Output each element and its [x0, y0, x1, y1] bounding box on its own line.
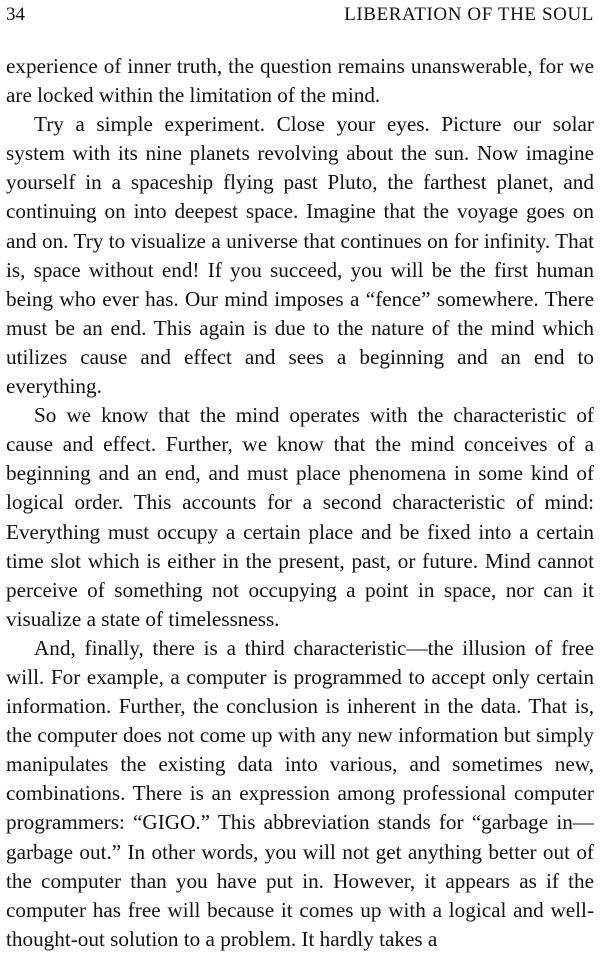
- running-title: LIBERATION OF THE SOUL: [344, 4, 594, 25]
- paragraph-free-will: And, finally, there is a third characteristic—the illusion of free will. For example, a computer is programmed to accept only certain information. Further, the conclusion is inherent in the data. That is, the computer does not come up with any new information but simply manipulates the existing data into various, and sometimes new, combinations. There is an expression among professional computer programmers: “GIGO.” This abbreviation stands for “garbage in—garbage out.” In other words, you will not get anything better out of the computer than you have put in. However, it appears as if the computer has free will because it comes up with a logical and well-thought-out solution to a problem. It hardly takes a: [6, 635, 594, 951]
- running-head: [6, 0, 594, 30]
- paragraph-cause-and-effect: So we know that the mind operates with the characteristic of cause and effect. Further, we know that the mind conceives of a beginning and an end, and must place phenomena in some kind of logical order. This accounts for a second characteristic of mind: Everything must occupy a certain place and be fixed into a certain time slot which is either in the present, past, or future. Mind cannot perceive of something not occupying a point in space, nor can it visualize a state of timelessness.: [6, 403, 594, 631]
- body-text: [6, 52, 594, 954]
- paragraph-continued: experience of inner truth, the question remains unanswerable, for we are locked within the limitation of the mind.: [6, 54, 594, 108]
- page-number: 34: [6, 4, 25, 25]
- book-page: [6, 0, 594, 967]
- paragraph-experiment: Try a simple experiment. Close your eyes. Picture our solar system with its nine planets revolving about the sun. Now imagine yourself in a spaceship flying past Pluto, the farthest planet, and continuing on into deepest space. Imagine that the voyage goes on and on. Try to visualize a universe that continues on for infinity. That is, space without end! If you succeed, you will be the first human being who ever has. Our mind imposes a “fence” somewhere. There must be an end. This again is due to the nature of the mind which utilizes cause and effect and sees a beginning and an end to everything.: [6, 112, 594, 399]
